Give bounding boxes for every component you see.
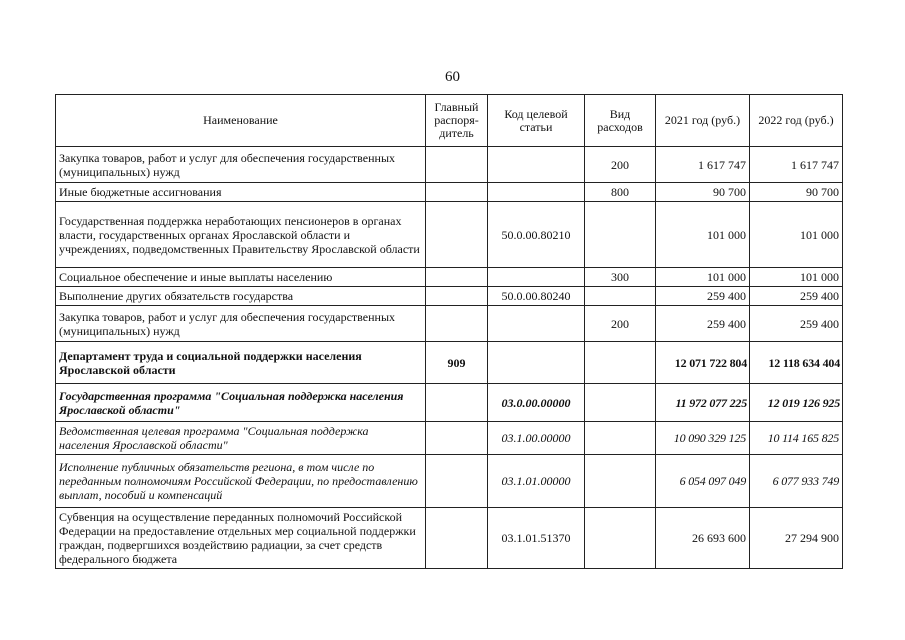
table-row <box>56 508 843 569</box>
header-name: Наименование <box>56 95 426 147</box>
header-y2021: 2021 год (руб.) <box>656 95 750 147</box>
cell-y2022: 12 019 126 925 <box>750 384 843 422</box>
budget-table <box>55 94 843 569</box>
cell-admin <box>426 287 488 306</box>
cell-admin <box>426 147 488 183</box>
cell-name: Исполнение публичных обязательств региона, в том числе по переданным полномочиям Российской Федерации, по предоставлению выплат, пособий и компенсаций <box>56 455 426 508</box>
cell-code <box>488 147 585 183</box>
cell-name: Социальное обеспечение и иные выплаты населению <box>56 268 426 287</box>
cell-name: Государственная программа "Социальная поддержка населения Ярославской области" <box>56 384 426 422</box>
cell-code: 03.0.00.00000 <box>488 384 585 422</box>
cell-y2022: 27 294 900 <box>750 508 843 569</box>
cell-admin <box>426 268 488 287</box>
cell-type: 200 <box>585 147 656 183</box>
cell-type <box>585 508 656 569</box>
table-row <box>56 384 843 422</box>
cell-name: Государственная поддержка неработающих пенсионеров в органах власти, государственных органах Ярославской области и учреждениях, подведомственных Правительству Ярославской области <box>56 202 426 268</box>
table-row <box>56 147 843 183</box>
cell-admin <box>426 202 488 268</box>
cell-code <box>488 268 585 287</box>
cell-type <box>585 342 656 384</box>
cell-name: Закупка товаров, работ и услуг для обеспечения государственных (муниципальных) нужд <box>56 306 426 342</box>
cell-y2021: 101 000 <box>656 268 750 287</box>
cell-y2022: 259 400 <box>750 287 843 306</box>
table-row <box>56 455 843 508</box>
cell-y2021: 26 693 600 <box>656 508 750 569</box>
header-admin: Главный распоря-дитель <box>426 95 488 147</box>
cell-admin <box>426 183 488 202</box>
cell-admin <box>426 306 488 342</box>
cell-y2022: 101 000 <box>750 202 843 268</box>
cell-code <box>488 183 585 202</box>
header-code: Код целевой статьи <box>488 95 585 147</box>
table-row <box>56 202 843 268</box>
cell-y2021: 12 071 722 804 <box>656 342 750 384</box>
cell-type <box>585 384 656 422</box>
cell-y2021: 259 400 <box>656 287 750 306</box>
table-row <box>56 183 843 202</box>
cell-admin <box>426 384 488 422</box>
table-row <box>56 422 843 455</box>
cell-y2022: 1 617 747 <box>750 147 843 183</box>
table-row <box>56 306 843 342</box>
table-row <box>56 342 843 384</box>
cell-y2022: 10 114 165 825 <box>750 422 843 455</box>
cell-name: Выполнение других обязательств государства <box>56 287 426 306</box>
cell-code: 50.0.00.80240 <box>488 287 585 306</box>
page-number: 60 <box>445 69 460 85</box>
cell-y2021: 259 400 <box>656 306 750 342</box>
cell-name: Иные бюджетные ассигнования <box>56 183 426 202</box>
cell-y2021: 101 000 <box>656 202 750 268</box>
cell-code <box>488 306 585 342</box>
cell-admin <box>426 422 488 455</box>
cell-name: Субвенция на осуществление переданных полномочий Российской Федерации на предоставление отдельных мер социальной поддержки граждан, подвергшихся воздействию радиации, за счет средств федерального бюджета <box>56 508 426 569</box>
cell-name: Департамент труда и социальной поддержки населения Ярославской области <box>56 342 426 384</box>
cell-y2021: 90 700 <box>656 183 750 202</box>
cell-y2022: 101 000 <box>750 268 843 287</box>
cell-admin: 909 <box>426 342 488 384</box>
cell-y2021: 1 617 747 <box>656 147 750 183</box>
header-type: Вид расходов <box>585 95 656 147</box>
cell-code: 50.0.00.80210 <box>488 202 585 268</box>
cell-name: Ведомственная целевая программа "Социальная поддержка населения Ярославской области" <box>56 422 426 455</box>
cell-type <box>585 422 656 455</box>
cell-type <box>585 455 656 508</box>
cell-code <box>488 342 585 384</box>
cell-type: 300 <box>585 268 656 287</box>
cell-type <box>585 202 656 268</box>
cell-y2021: 6 054 097 049 <box>656 455 750 508</box>
cell-y2022: 6 077 933 749 <box>750 455 843 508</box>
cell-type <box>585 287 656 306</box>
cell-admin <box>426 508 488 569</box>
table-header-row <box>56 95 843 147</box>
cell-y2021: 11 972 077 225 <box>656 384 750 422</box>
cell-y2022: 12 118 634 404 <box>750 342 843 384</box>
cell-code: 03.1.01.51370 <box>488 508 585 569</box>
cell-name: Закупка товаров, работ и услуг для обеспечения государственных (муниципальных) нужд <box>56 147 426 183</box>
cell-y2022: 259 400 <box>750 306 843 342</box>
cell-code: 03.1.01.00000 <box>488 455 585 508</box>
table-body <box>56 147 843 569</box>
cell-type: 200 <box>585 306 656 342</box>
table-row <box>56 268 843 287</box>
cell-admin <box>426 455 488 508</box>
table-row <box>56 287 843 306</box>
header-y2022: 2022 год (руб.) <box>750 95 843 147</box>
cell-y2021: 10 090 329 125 <box>656 422 750 455</box>
cell-type: 800 <box>585 183 656 202</box>
cell-y2022: 90 700 <box>750 183 843 202</box>
cell-code: 03.1.00.00000 <box>488 422 585 455</box>
